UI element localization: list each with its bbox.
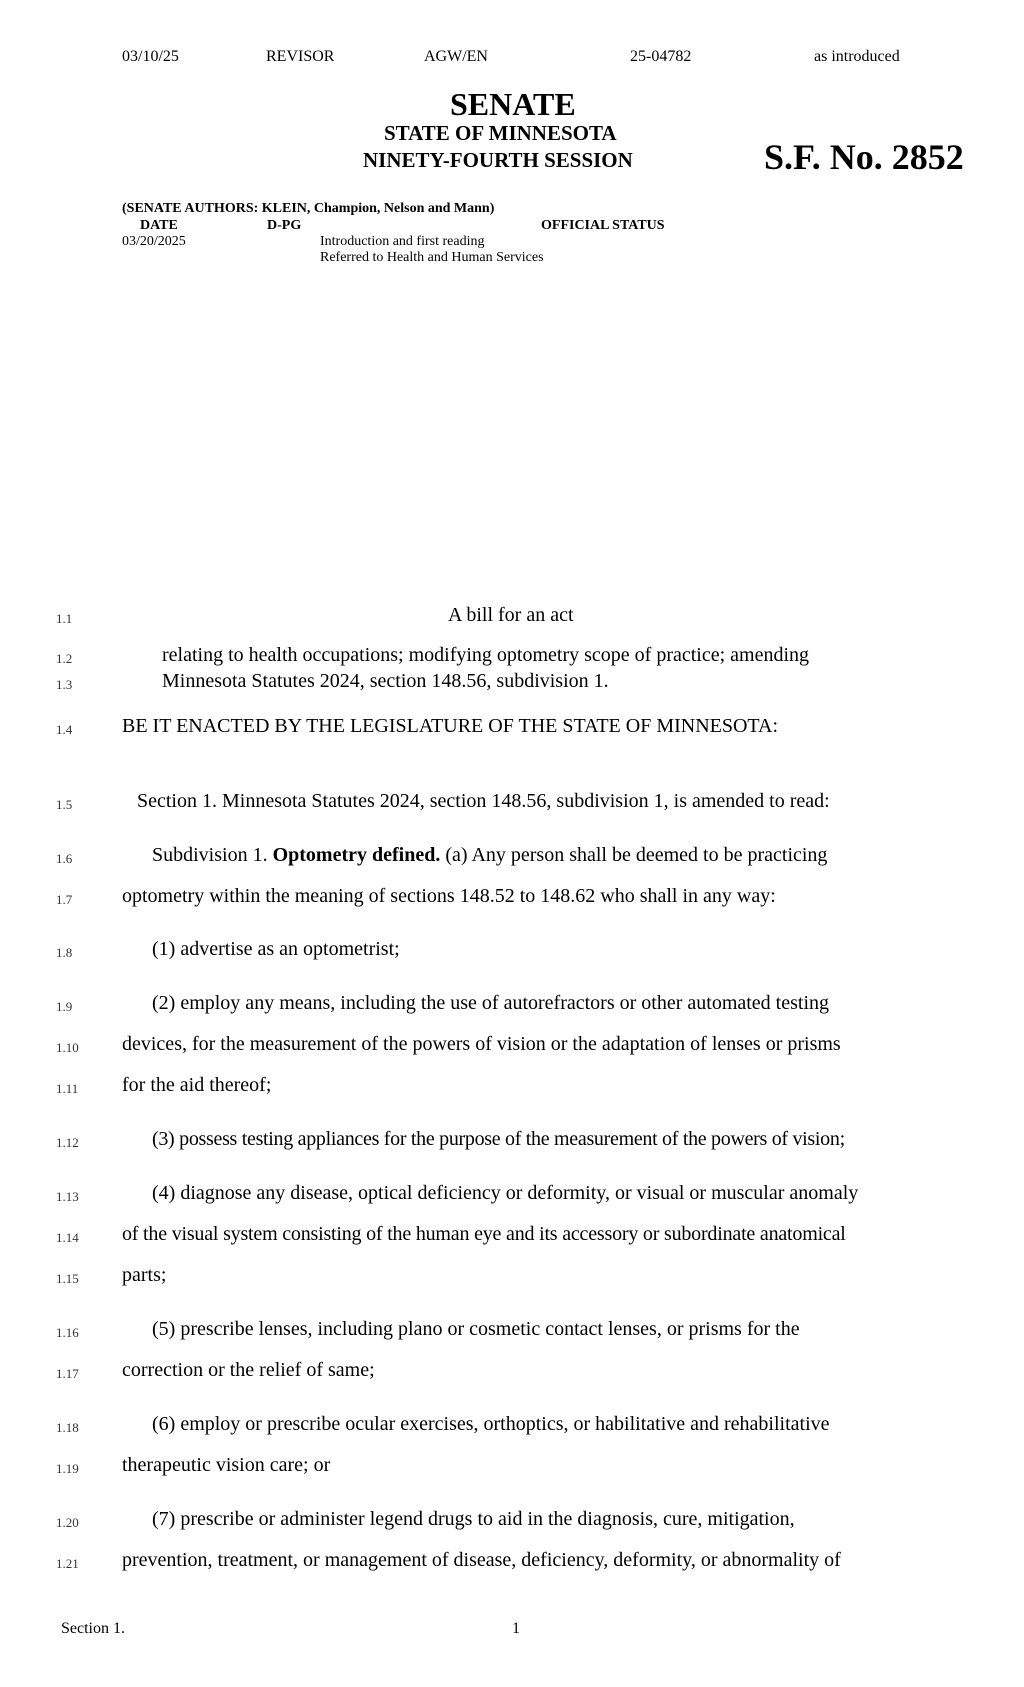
enacting-clause: BE IT ENACTED BY THE LEGISLATURE OF THE STATE OF MINNESOTA:	[122, 715, 779, 737]
bill-title-line: relating to health occupations; modifying optometry scope of practice; amending	[162, 644, 810, 666]
line-number: 1.17	[56, 1366, 79, 1381]
line-number: 1.14	[56, 1230, 79, 1245]
line-number: 1.2	[56, 651, 73, 666]
header-office: REVISOR	[266, 48, 335, 65]
line-number: 1.12	[56, 1135, 79, 1150]
file-number: S.F. No. 2852	[764, 137, 964, 177]
header-drafter: AGW/EN	[424, 48, 488, 65]
line-number: 1.1	[56, 611, 73, 626]
subdivision-heading: Optometry defined.	[272, 844, 441, 866]
line-number: 1.20	[56, 1515, 79, 1530]
header-doc-number: 25-04782	[630, 48, 692, 65]
body-line: of the visual system consisting of the human eye and its accessory or subordinate anatomical	[122, 1223, 846, 1245]
body-line: (6) employ or prescribe ocular exercises, orthoptics, or habilitative and rehabilitative	[152, 1413, 830, 1435]
header-date: 03/10/25	[122, 48, 179, 65]
line-number: 1.9	[56, 999, 73, 1014]
line-number: 1.4	[56, 722, 73, 737]
body-line: (7) prescribe or administer legend drugs to aid in the diagnosis, cure, mitigation,	[152, 1508, 795, 1530]
authors-line: (SENATE AUTHORS: KLEIN, Champion, Nelson and Mann)	[122, 201, 495, 216]
line-number: 1.21	[56, 1556, 79, 1571]
line-number: 1.10	[56, 1040, 79, 1055]
bill-title-line: Minnesota Statutes 2024, section 148.56, subdivision 1.	[162, 670, 609, 692]
body-line: devices, for the measurement of the powers of vision or the adaptation of lenses or prisms	[122, 1033, 841, 1055]
state-title: STATE OF MINNESOTA	[384, 121, 617, 145]
status-col-official: OFFICIAL STATUS	[541, 218, 665, 233]
footer-section: Section 1.	[61, 1620, 125, 1637]
body-line: (2) employ any means, including the use of autorefractors or other automated testing	[152, 992, 830, 1014]
line-number: 1.3	[56, 677, 73, 692]
line-number: 1.15	[56, 1271, 79, 1286]
body-line: therapeutic vision care; or	[122, 1454, 331, 1476]
line-number: 1.19	[56, 1461, 79, 1476]
session-title: NINETY-FOURTH SESSION	[363, 148, 633, 172]
line-number: 1.16	[56, 1325, 79, 1340]
body-line: (5) prescribe lenses, including plano or cosmetic contact lenses, or prisms for the	[152, 1318, 800, 1340]
status-row-date: 03/20/2025	[122, 234, 186, 249]
subdivision-line: Subdivision 1. Optometry defined. (a) Any person shall be deemed to be practicing	[152, 844, 828, 866]
body-line: optometry within the meaning of sections 148.52 to 148.62 who shall in any way:	[122, 885, 776, 907]
line-number: 1.6	[56, 851, 73, 866]
body-line: prevention, treatment, or management of disease, deficiency, deformity, or abnormality of	[122, 1549, 841, 1571]
page-number: 1	[512, 1620, 520, 1637]
status-col-date: DATE	[140, 218, 178, 233]
status-row-action-1: Introduction and first reading	[320, 234, 485, 249]
status-col-dpg: D-PG	[267, 218, 302, 233]
line-number: 1.11	[56, 1081, 79, 1096]
line-number: 1.7	[56, 892, 73, 907]
line-number: 1.8	[56, 945, 73, 960]
chamber-title: SENATE	[450, 86, 576, 122]
body-line: (4) diagnose any disease, optical deficiency or deformity, or visual or muscular anomaly	[152, 1182, 859, 1204]
status-row-action-2: Referred to Health and Human Services	[320, 250, 544, 265]
header-status: as introduced	[814, 48, 900, 65]
line-number: 1.5	[56, 797, 73, 812]
section-heading: Section 1. Minnesota Statutes 2024, section 148.56, subdivision 1, is amended to read:	[137, 790, 830, 812]
line-number: 1.13	[56, 1189, 79, 1204]
body-line: parts;	[122, 1264, 167, 1286]
body-line: (3) possess testing appliances for the purpose of the measurement of the powers of vision;	[152, 1128, 845, 1150]
body-line: for the aid thereof;	[122, 1074, 272, 1096]
body-line: (1) advertise as an optometrist;	[152, 938, 400, 960]
body-line: correction or the relief of same;	[122, 1359, 375, 1381]
line-number: 1.18	[56, 1420, 79, 1435]
bill-heading: A bill for an act	[448, 604, 574, 626]
